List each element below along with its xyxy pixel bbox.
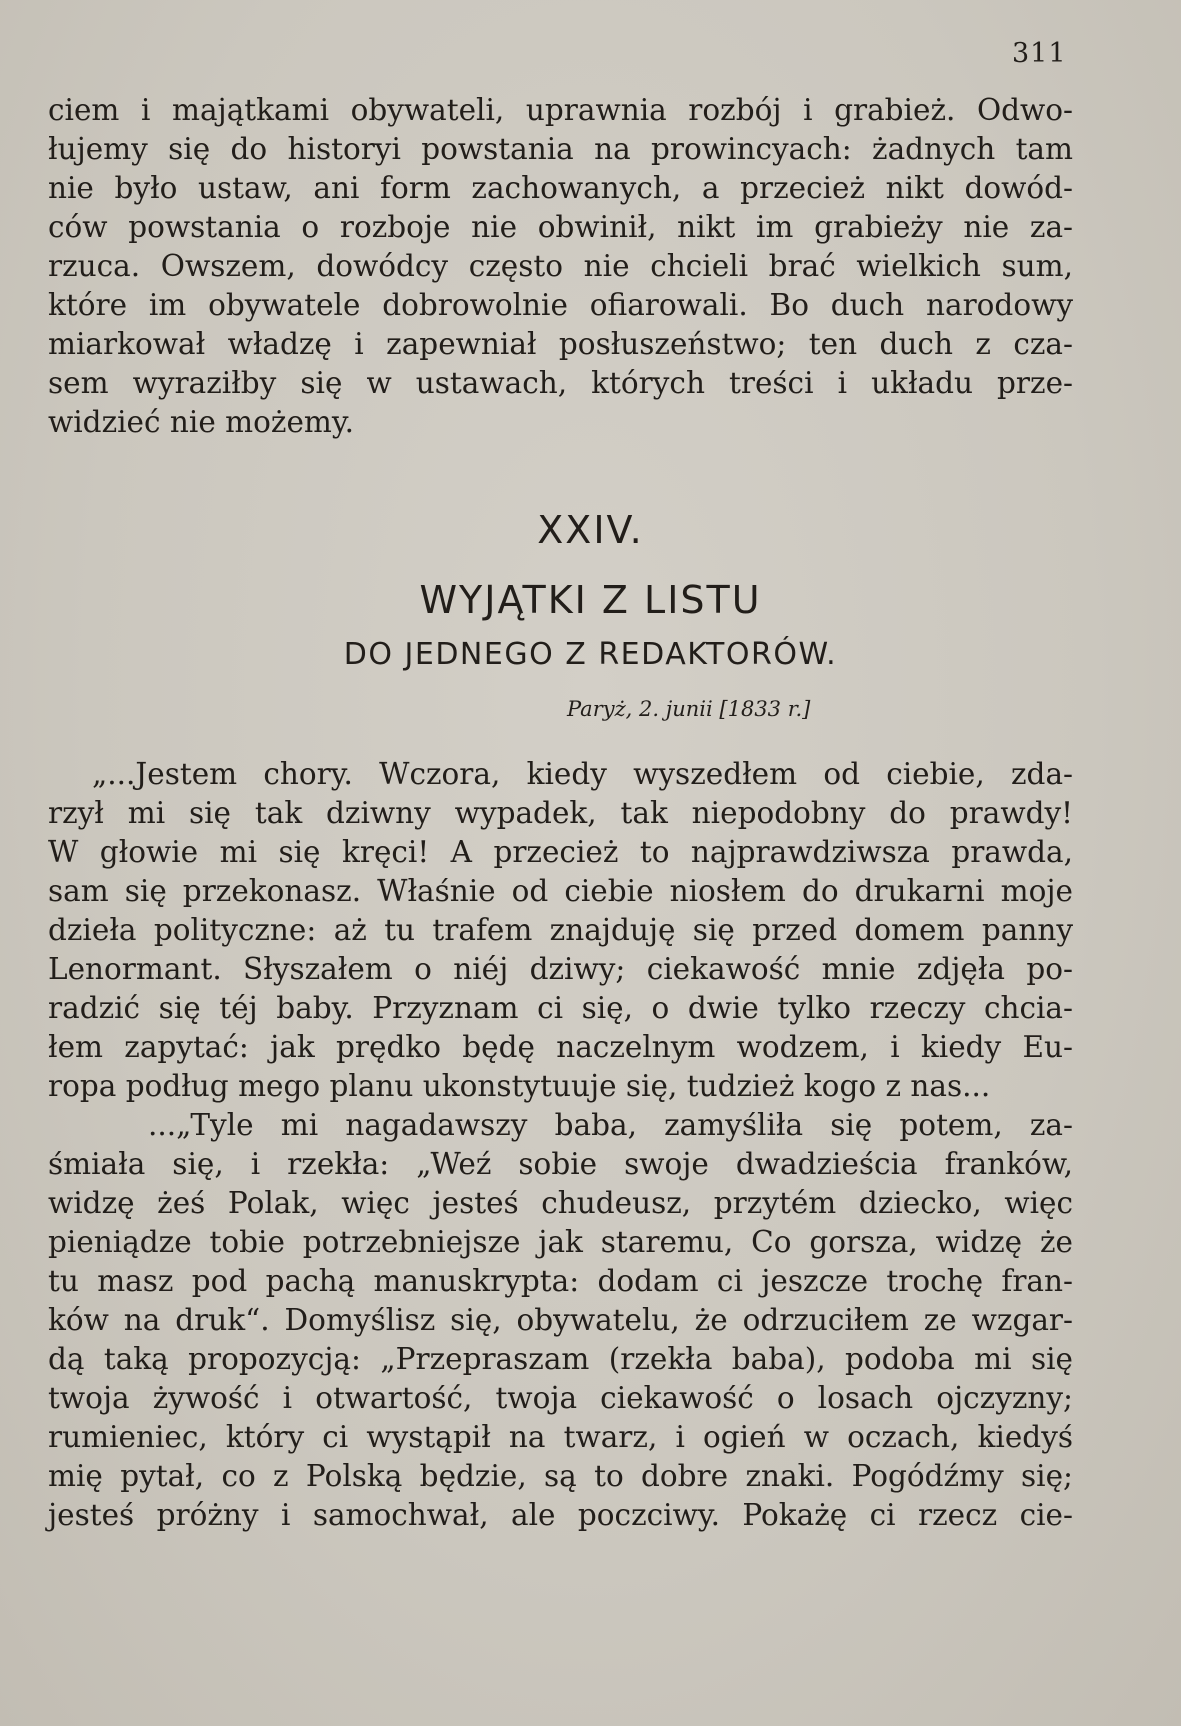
text-line: dzieła polityczne: aż tu trafem znajduję się przed domem panny [48,913,1073,947]
text-line: rzuca. Owszem, dowódcy często nie chcieli brać wielkich sum, [48,249,1073,283]
text-line: śmiała się, i rzekła: „Weź sobie swoje dwadzieścia franków, [48,1147,1073,1181]
letter-dateline: Paryż, 2. junii [1833 r.] [567,697,811,721]
text-line: jesteś próżny i samochwał, ale poczciwy. Pokażę ci rzecz cie- [48,1498,1073,1532]
chapter-number: XXIV. [537,508,644,552]
chapter-title: WYJĄTKI Z LISTU [419,578,762,622]
page-number: 311 [1012,38,1067,69]
text-line: ropa podług mego planu ukonstytuuje się, tudzież kogo z nas... [48,1069,991,1103]
text-line: W głowie mi się kręci! A przecież to najprawdziwsza prawda, [48,835,1073,869]
text-line: które im obywatele dobrowolnie ofiarowali. Bo duch narodowy [48,288,1073,322]
text-line: Lenormant. Słyszałem o niéj dziwy; ciekawość mnie zdjęła po- [48,952,1073,986]
text-line: „...Jestem chory. Wczora, kiedy wyszedłem od ciebie, zda- [92,757,1073,791]
text-line: ...„Tyle mi nagadawszy baba, zamyśliła się potem, za- [148,1108,1073,1142]
text-line: miarkował władzę i zapewniał posłuszeństwo; ten duch z cza- [48,327,1073,361]
text-line: ców powstania o rozboje nie obwinił, nikt im grabieży nie za- [48,210,1073,244]
text-line: łujemy się do historyi powstania na prowincyach: żadnych tam [48,132,1073,166]
text-line: dą taką propozycją: „Przepraszam (rzekła baba), podoba mi się [48,1342,1073,1376]
text-line: nie było ustaw, ani form zachowanych, a przecież nikt dowód- [48,171,1073,205]
text-line: radzić się téj baby. Przyznam ci się, o dwie tylko rzeczy chcia- [48,991,1073,1025]
chapter-subtitle: DO JEDNEGO Z REDAKTORÓW. [343,637,838,672]
text-line: ciem i majątkami obywateli, uprawnia rozbój i grabież. Odwo- [48,93,1073,127]
text-line: rzył mi się tak dziwny wypadek, tak niepodobny do prawdy! [48,796,1073,830]
text-line: widzieć nie możemy. [48,405,355,439]
text-line: tu masz pod pachą manuskrypta: dodam ci jeszcze trochę fran- [48,1264,1073,1298]
text-line: ków na druk“. Domyślisz się, obywatelu, że odrzuciłem ze wzgar- [48,1303,1073,1337]
text-line: pieniądze tobie potrzebniejsze jak staremu, Co gorsza, widzę że [48,1225,1073,1259]
text-line: sem wyraziłby się w ustawach, których treści i układu prze- [48,366,1073,400]
text-line: mię pytał, co z Polską będzie, są to dobre znaki. Pogódźmy się; [48,1459,1073,1493]
text-line: łem zapytać: jak prędko będę naczelnym wodzem, i kiedy Eu- [48,1030,1073,1064]
text-line: sam się przekonasz. Właśnie od ciebie niosłem do drukarni moje [48,874,1073,908]
text-line: rumieniec, który ci wystąpił na twarz, i ogień w oczach, kiedyś [48,1420,1073,1454]
text-line: widzę żeś Polak, więc jesteś chudeusz, przytém dziecko, więc [48,1186,1073,1220]
text-line: twoja żywość i otwartość, twoja ciekawość o losach ojczyzny; [48,1381,1073,1415]
